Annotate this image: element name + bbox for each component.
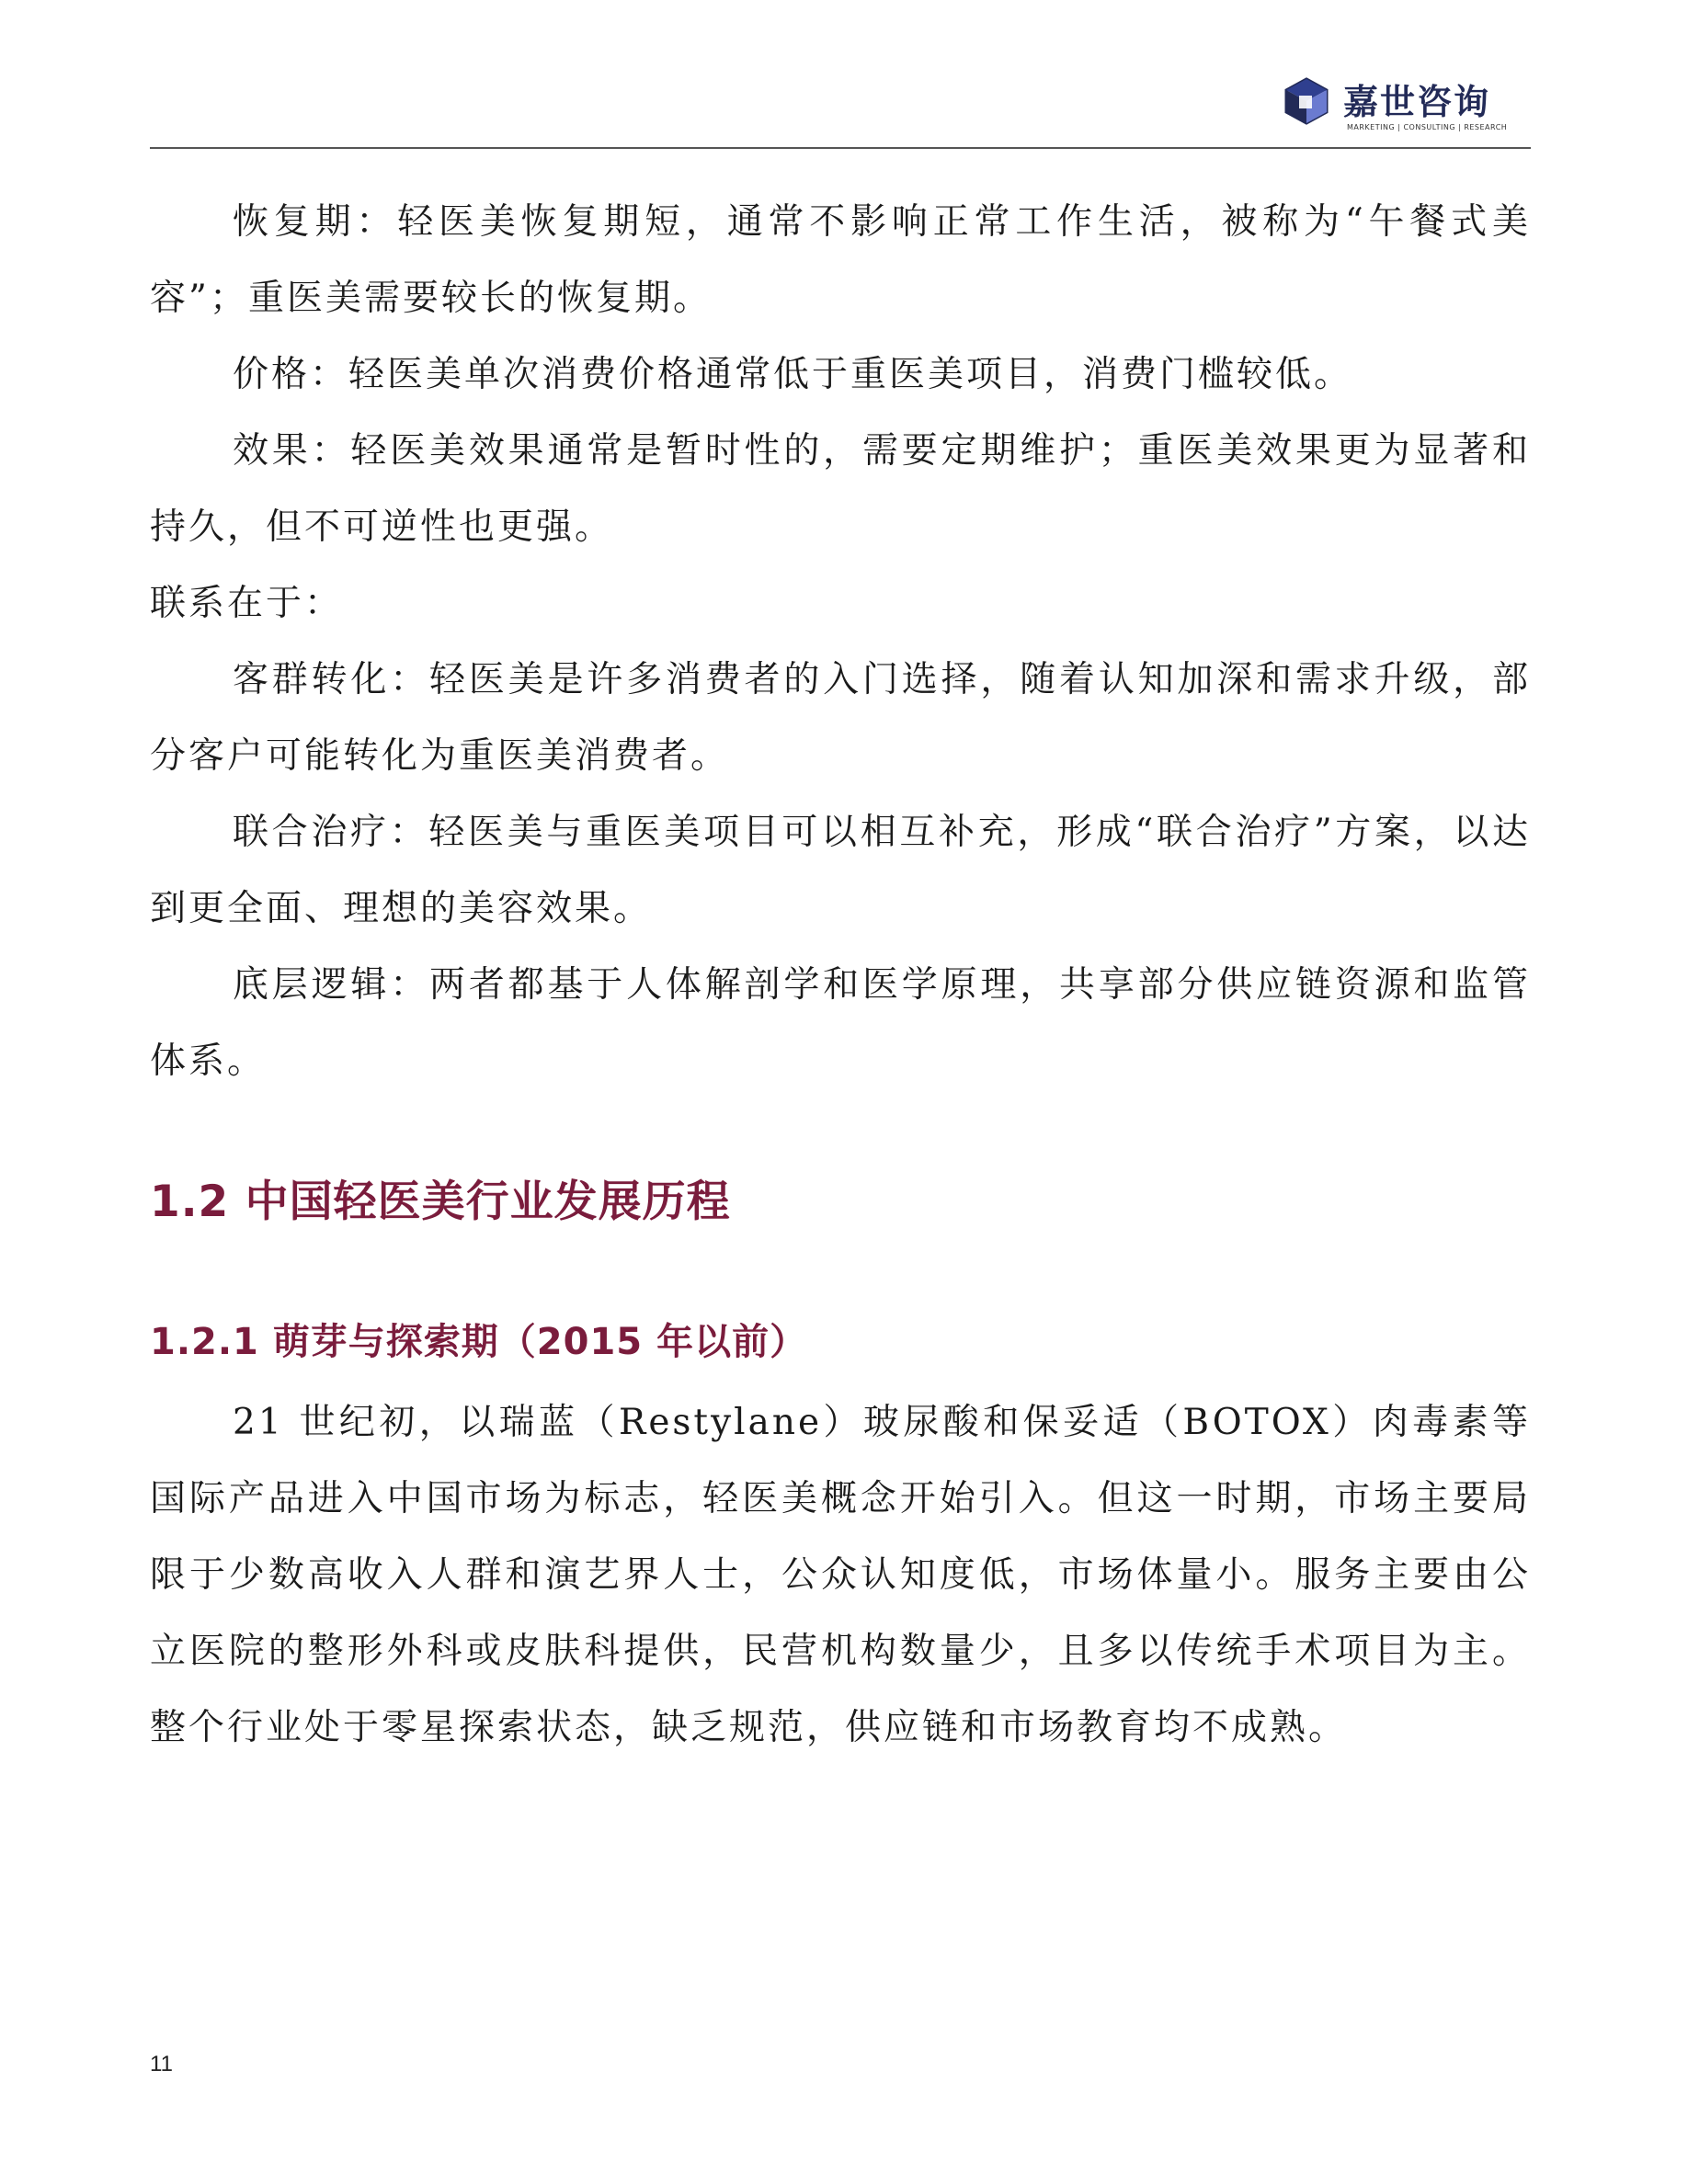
header-divider	[150, 147, 1531, 149]
paragraph-emergence-period: 21 世纪初，以瑞蓝（Restylane）玻尿酸和保妥适（BOTOX）肉毒素等国际产品进入中国市场为标志，轻医美概念开始引入。但这一时期，市场主要局限于少数高收入人群和演艺界人士，公众认知度低，市场体量小。服务主要由公立医院的整形外科或皮肤科提供，民营机构数量少，且多以传统手术项目为主。整个行业处于零星探索状态，缺乏规范，供应链和市场教育均不成熟。	[150, 1402, 1531, 1748]
subsection-heading: 1.2.1 萌芽与探索期（2015 年以前）	[150, 1321, 808, 1363]
paragraph-effect: 效果：轻医美效果通常是暂时性的，需要定期维护；重医美效果更为显著和持久，但不可逆性也更强。	[150, 430, 1531, 548]
paragraph-underlying-logic: 底层逻辑：两者都基于人体解剖学和医学原理，共享部分供应链资源和监管体系。	[150, 964, 1531, 1082]
paragraph-customer-conversion: 客群转化：轻医美是许多消费者的入门选择，随着认知加深和需求升级，部分客户可能转化为重医美消费者。	[150, 659, 1531, 777]
paragraph-connection-intro: 联系在于：	[150, 583, 344, 624]
body-text-top	[150, 184, 1531, 1099]
paragraph-recovery: 恢复期：轻医美恢复期短，通常不影响正常工作生活，被称为“午餐式美容”；重医美需要较长的恢复期。	[150, 201, 1531, 319]
cube-logo-icon	[1283, 77, 1330, 125]
section-heading: 1.2 中国轻医美行业发展历程	[150, 1177, 731, 1227]
page-header	[150, 64, 1531, 145]
body-text-bottom	[150, 1384, 1531, 1766]
paragraph-price: 价格：轻医美单次消费价格通常低于重医美项目，消费门槛较低。	[233, 354, 1353, 395]
paragraph-joint-treatment: 联合治疗：轻医美与重医美项目可以相互补充，形成“联合治疗”方案，以达到更全面、理想的美容效果。	[150, 812, 1531, 929]
logo-tagline: MARKETING | CONSULTING | RESEARCH	[1347, 123, 1508, 131]
logo-name: 嘉世咨询	[1343, 82, 1491, 122]
page-number: 11	[150, 2052, 173, 2076]
company-logo	[1283, 68, 1531, 142]
